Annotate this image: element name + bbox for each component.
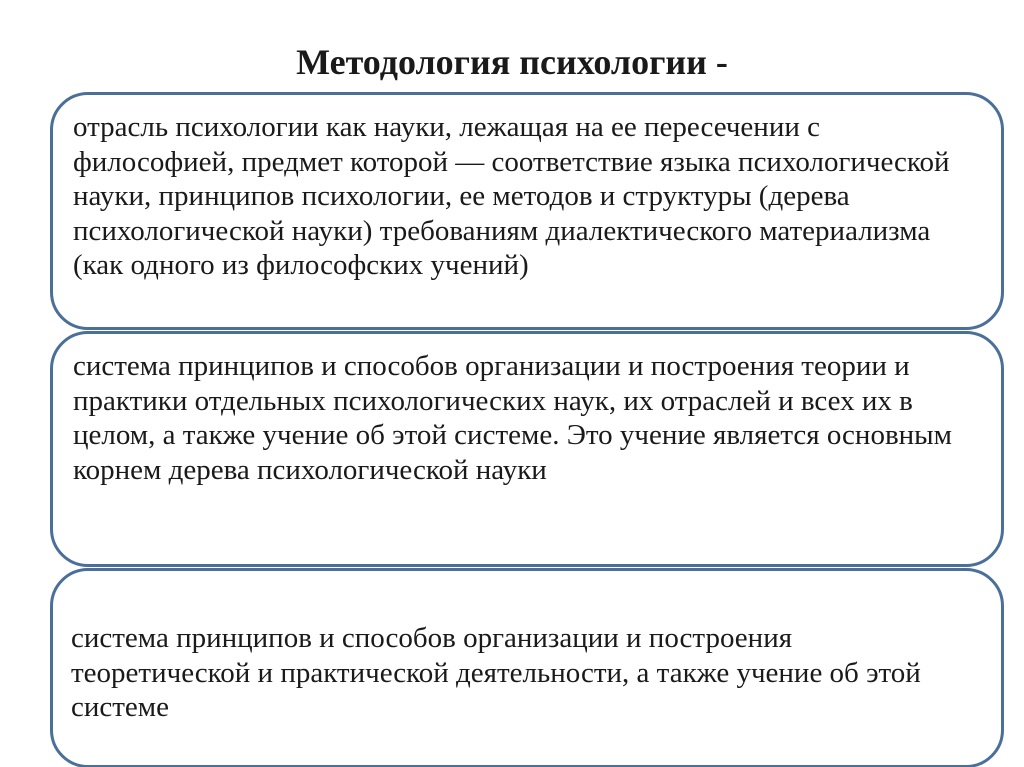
definition-text-2: система принципов и способов организации и построения теории и практики отдельных психологических наук, их отраслей и всех их в целом, а также учение об этой системе. Это учение является основным корнем дерева психологической науки xyxy=(73,350,952,486)
slide-title: Методология психологии - xyxy=(296,42,728,82)
definition-box-1 xyxy=(50,92,1004,330)
definition-text-1: отрасль психологии как науки, лежащая на ее пересечении с философией, предмет которой — соответствие языка психологической науки, принципов психологии, ее методов и структуры (дерева психологической науки) требованиям диалектического материализма (как одного из философских учений) xyxy=(73,111,950,281)
definition-box-3 xyxy=(50,568,1004,767)
definition-box-2 xyxy=(50,331,1004,567)
definition-text-3: система принципов и способов организации и построения теоретической и практической деятельности, а также учение об этой системе xyxy=(71,622,921,723)
